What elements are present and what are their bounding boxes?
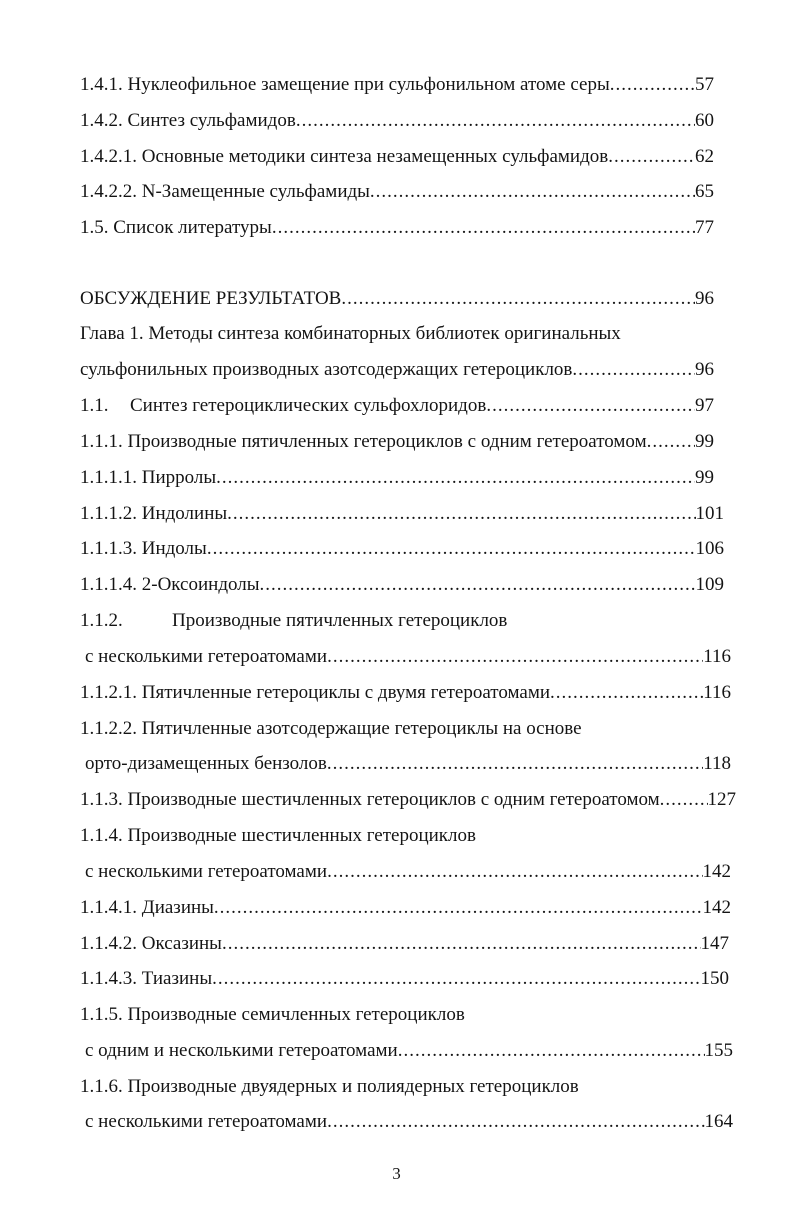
toc-entry-page: 142 bbox=[702, 861, 731, 882]
toc-entry-title: 1.1.2.2. Пятичленные азотсодержащие гетероциклы на основе bbox=[80, 718, 582, 739]
toc-entry bbox=[80, 73, 714, 97]
toc-entry-title: 1.4.2.2. N-Замещенные сульфамиды bbox=[80, 181, 370, 202]
toc-leader-dots bbox=[327, 752, 703, 776]
toc-entry bbox=[80, 145, 714, 169]
toc-entry-continued bbox=[80, 717, 731, 741]
toc-entry-title: 1.1.4. Производные шестичленных гетероциклов bbox=[80, 825, 476, 846]
toc-entry-page: 164 bbox=[704, 1111, 733, 1132]
toc-entry-page: 127 bbox=[707, 789, 736, 810]
toc-entry-continued bbox=[80, 1003, 736, 1027]
toc-entry bbox=[80, 967, 729, 991]
toc-entry bbox=[80, 466, 714, 490]
toc-entry bbox=[85, 645, 731, 669]
toc-entry bbox=[80, 109, 714, 133]
toc-leader-dots bbox=[216, 466, 695, 490]
toc-entry-page: 142 bbox=[702, 897, 731, 918]
toc-entry-continued bbox=[80, 1075, 736, 1099]
toc-leader-dots bbox=[260, 573, 696, 597]
toc-entry-title: 1.1.2.1. Пятичленные гетероциклы с двумя гетероатомами bbox=[80, 682, 551, 703]
toc-leader-dots bbox=[370, 180, 695, 204]
toc-entry-page: 60 bbox=[695, 110, 714, 131]
toc-leader-dots bbox=[572, 358, 695, 382]
toc-entry-title: 1.5. Список литературы bbox=[80, 217, 272, 238]
toc-leader-dots bbox=[327, 645, 703, 669]
toc-entry bbox=[80, 788, 736, 812]
toc-entry bbox=[80, 358, 714, 382]
toc-entry bbox=[80, 502, 724, 526]
toc-entry-page: 57 bbox=[695, 74, 714, 95]
toc-entry-title: 1.4.2. Синтез сульфамидов bbox=[80, 110, 296, 131]
toc-entry-page: 65 bbox=[695, 181, 714, 202]
toc-entry bbox=[80, 394, 714, 418]
toc-entry-title: 1.1.1. Производные пятичленных гетероциклов с одним гетероатомом bbox=[80, 431, 647, 452]
toc-leader-dots bbox=[207, 537, 696, 561]
toc-entry-title: с одним и несколькими гетероатомами bbox=[85, 1040, 398, 1061]
toc-entry-continued bbox=[80, 322, 714, 346]
toc-leader-dots bbox=[214, 896, 703, 920]
toc-entry-page: 150 bbox=[700, 968, 729, 989]
toc-entry-title: 1.1.5. Производные семичленных гетероциклов bbox=[80, 1004, 465, 1025]
toc-entry bbox=[85, 1039, 733, 1063]
toc-entry-page: 116 bbox=[703, 682, 731, 703]
toc-entry-title: Глава 1. Методы синтеза комбинаторных библиотек оригинальных bbox=[80, 323, 621, 344]
toc-entry bbox=[80, 287, 714, 311]
toc-entry bbox=[80, 430, 714, 454]
toc-entry-title: орто-дизамещенных бензолов bbox=[85, 753, 327, 774]
toc-entry-title: 1.4.2.1. Основные методики синтеза незамещенных сульфамидов bbox=[80, 146, 609, 167]
toc-leader-dots bbox=[647, 430, 695, 454]
toc-entry-title: 1.1.1.2. Индолины bbox=[80, 503, 228, 524]
toc-entry-title: Синтез гетероциклических сульфохлоридов bbox=[130, 395, 487, 416]
toc-entry bbox=[80, 216, 714, 240]
toc-entry-title: Производные пятичленных гетероциклов bbox=[172, 610, 508, 631]
toc-leader-dots bbox=[222, 932, 701, 956]
toc-entry-title: ОБСУЖДЕНИЕ РЕЗУЛЬТАТОВ bbox=[80, 288, 342, 309]
toc-leader-dots bbox=[327, 860, 702, 884]
toc-leader-dots bbox=[660, 788, 708, 812]
toc-entry bbox=[85, 860, 731, 884]
toc-entry-title: 1.1.6. Производные двуядерных и полиядерных гетероциклов bbox=[80, 1076, 579, 1097]
page-number: 3 bbox=[392, 1164, 401, 1183]
toc-entry-title: 1.1.4.1. Диазины bbox=[80, 897, 214, 918]
toc-entry-title: сульфонильных производных азотсодержащих гетероциклов bbox=[80, 359, 573, 380]
toc-entry-number: 1.1. bbox=[80, 395, 109, 416]
toc-leader-dots bbox=[227, 502, 695, 526]
toc-entry-page: 77 bbox=[695, 217, 714, 238]
toc-leader-dots bbox=[608, 145, 695, 169]
toc-leader-dots bbox=[398, 1039, 705, 1063]
toc-entry-title: 1.1.4.2. Оксазины bbox=[80, 933, 222, 954]
toc-entry bbox=[80, 573, 724, 597]
toc-entry-continued bbox=[80, 824, 736, 848]
toc-entry-page: 155 bbox=[704, 1040, 733, 1061]
toc-leader-dots bbox=[486, 394, 695, 418]
toc-entry-page: 109 bbox=[695, 574, 724, 595]
toc-entry-page: 116 bbox=[703, 646, 731, 667]
toc-entry bbox=[85, 1110, 733, 1134]
toc-entry bbox=[80, 896, 731, 920]
toc-leader-dots bbox=[550, 681, 703, 705]
toc-entry-title: 1.1.3. Производные шестичленных гетероциклов с одним гетероатомом bbox=[80, 789, 660, 810]
toc-entry-page: 97 bbox=[695, 395, 714, 416]
toc-entry-title: с несколькими гетероатомами bbox=[85, 1111, 328, 1132]
toc-entry-continued bbox=[80, 609, 724, 633]
toc-entry-page: 118 bbox=[703, 753, 731, 774]
toc-entry bbox=[80, 681, 731, 705]
toc-entry bbox=[80, 932, 729, 956]
toc-entry-title: 1.1.1.4. 2-Оксоиндолы bbox=[80, 574, 260, 595]
toc-entry-page: 106 bbox=[695, 538, 724, 559]
toc-leader-dots bbox=[610, 73, 695, 97]
toc-entry-number: 1.1.2. bbox=[80, 610, 123, 631]
toc-entry-page: 96 bbox=[695, 288, 714, 309]
toc-leader-dots bbox=[327, 1110, 704, 1134]
toc-leader-dots bbox=[296, 109, 695, 133]
toc-entry bbox=[85, 752, 731, 776]
toc-entry-title: с несколькими гетероатомами bbox=[85, 861, 328, 882]
toc-entry-title: 1.1.4.3. Тиазины bbox=[80, 968, 213, 989]
toc-entry-title: 1.1.1.3. Индолы bbox=[80, 538, 207, 559]
toc-leader-dots bbox=[272, 216, 695, 240]
toc-entry-title: 1.4.1. Нуклеофильное замещение при сульфонильном атоме серы bbox=[80, 74, 610, 95]
toc-entry-page: 101 bbox=[695, 503, 724, 524]
toc-entry-page: 147 bbox=[700, 933, 729, 954]
toc-entry-page: 62 bbox=[695, 146, 714, 167]
toc-entry-page: 99 bbox=[695, 431, 714, 452]
toc-leader-dots bbox=[341, 287, 695, 311]
toc-entry-page: 99 bbox=[695, 467, 714, 488]
toc-entry bbox=[80, 537, 724, 561]
toc-entry-title: 1.1.1.1. Пирролы bbox=[80, 467, 217, 488]
toc-entry-title: с несколькими гетероатомами bbox=[85, 646, 328, 667]
toc-entry bbox=[80, 180, 714, 204]
toc-entry-page: 96 bbox=[695, 359, 714, 380]
toc-leader-dots bbox=[212, 967, 700, 991]
